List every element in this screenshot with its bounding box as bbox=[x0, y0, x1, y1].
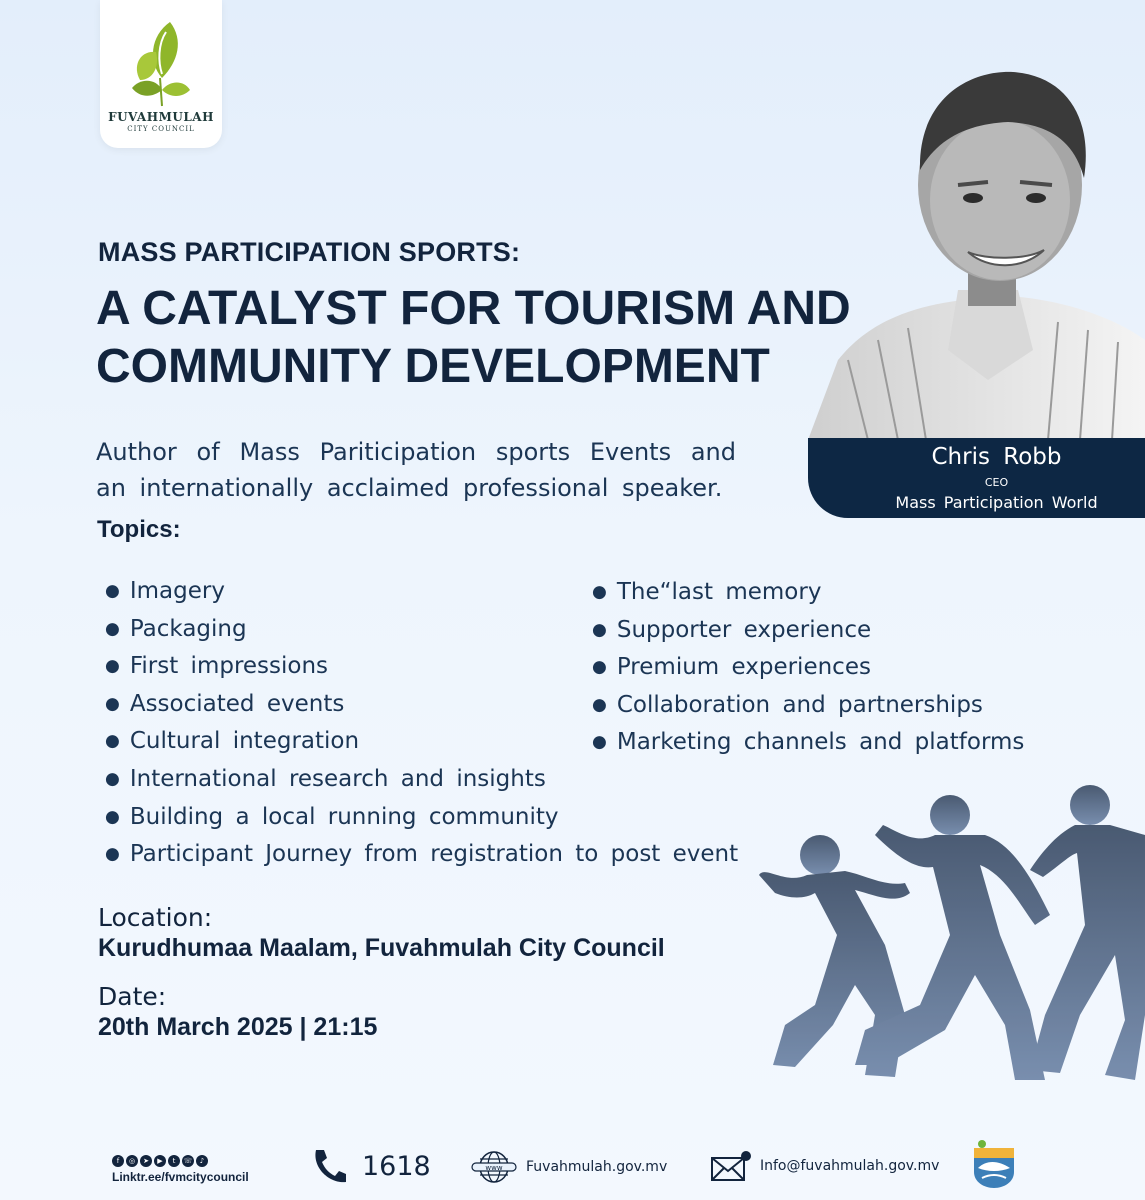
footer-website bbox=[470, 1150, 667, 1184]
topic-item: ● Supporter experience bbox=[592, 613, 1024, 651]
event-badge-icon bbox=[968, 1138, 1020, 1190]
tiktok-icon[interactable]: ♪ bbox=[196, 1155, 208, 1167]
telegram-icon[interactable]: ➤ bbox=[140, 1155, 152, 1167]
event-title-line2: COMMUNITY DEVELOPMENT bbox=[96, 340, 770, 393]
council-logo bbox=[100, 0, 222, 148]
topic-item: ● Packaging bbox=[105, 612, 738, 650]
website-link[interactable]: Fuvahmulah.gov.mv bbox=[526, 1159, 668, 1175]
runners-illustration bbox=[745, 775, 1145, 1105]
logo-name: FUVAHMULAH bbox=[108, 110, 214, 124]
topic-item: ● Premium experiences bbox=[592, 650, 1024, 688]
topics-list-right bbox=[592, 575, 1024, 763]
topic-item: ● Participant Journey from registration to post event bbox=[105, 837, 738, 875]
topic-item: ● Imagery bbox=[105, 574, 738, 612]
event-title-line1: A CATALYST FOR TOURISM AND bbox=[96, 282, 851, 335]
topic-item: ● Cultural integration bbox=[105, 724, 738, 762]
speaker-name: Chris Robb bbox=[931, 444, 1062, 470]
topic-item: ● First impressions bbox=[105, 649, 738, 687]
topic-item: ● Building a local running community bbox=[105, 800, 738, 838]
speaker-card bbox=[808, 438, 1145, 518]
viber-icon[interactable]: ☏ bbox=[183, 1157, 193, 1165]
leaf-logo-icon bbox=[126, 18, 196, 108]
footer-phone bbox=[310, 1148, 431, 1184]
linktree-link[interactable]: Linktr.ee/fvmcitycouncil bbox=[112, 1170, 249, 1184]
speaker-organization: Mass Participation World bbox=[895, 493, 1098, 512]
event-subtitle: MASS PARTICIPATION SPORTS: bbox=[98, 237, 521, 267]
mail-icon bbox=[710, 1150, 752, 1182]
footer-email bbox=[710, 1150, 939, 1182]
youtube-icon[interactable]: ▶ bbox=[154, 1155, 166, 1167]
globe-icon bbox=[470, 1150, 518, 1184]
email-link[interactable]: Info@fuvahmulah.gov.mv bbox=[760, 1158, 940, 1174]
facebook-icon[interactable]: f bbox=[112, 1155, 124, 1167]
topic-item: ● Associated events bbox=[105, 687, 738, 725]
phone-number[interactable]: 1618 bbox=[362, 1150, 431, 1182]
social-icons-row bbox=[112, 1155, 249, 1167]
twitter-icon[interactable]: t bbox=[168, 1155, 180, 1167]
speaker-intro: Author of Mass Pariticipation sports Events and an internationally acclaimed professional speaker. bbox=[96, 438, 736, 502]
speaker-role: CEO bbox=[984, 476, 1009, 489]
svg-text:www: www bbox=[485, 1164, 503, 1172]
logo-subtitle: CITY COUNCIL bbox=[127, 125, 195, 133]
topic-item: ● International research and insights bbox=[105, 762, 738, 800]
date-label: Date: bbox=[98, 982, 167, 1011]
location-value: Kurudhumaa Maalam, Fuvahmulah City Council bbox=[98, 934, 665, 962]
instagram-icon[interactable]: ◎ bbox=[126, 1155, 138, 1167]
topic-item: ● Collaboration and partnerships bbox=[592, 688, 1024, 726]
footer-social bbox=[112, 1155, 249, 1184]
location-label: Location: bbox=[98, 903, 213, 932]
date-value: 20th March 2025 | 21:15 bbox=[98, 1013, 378, 1041]
topic-item: ● The“last memory bbox=[592, 575, 1024, 613]
event-title bbox=[96, 280, 886, 396]
topic-item: ● Marketing channels and platforms bbox=[592, 725, 1024, 763]
speaker-photo bbox=[808, 60, 1145, 440]
phone-icon bbox=[310, 1148, 348, 1184]
topics-title: Topics: bbox=[97, 516, 181, 543]
